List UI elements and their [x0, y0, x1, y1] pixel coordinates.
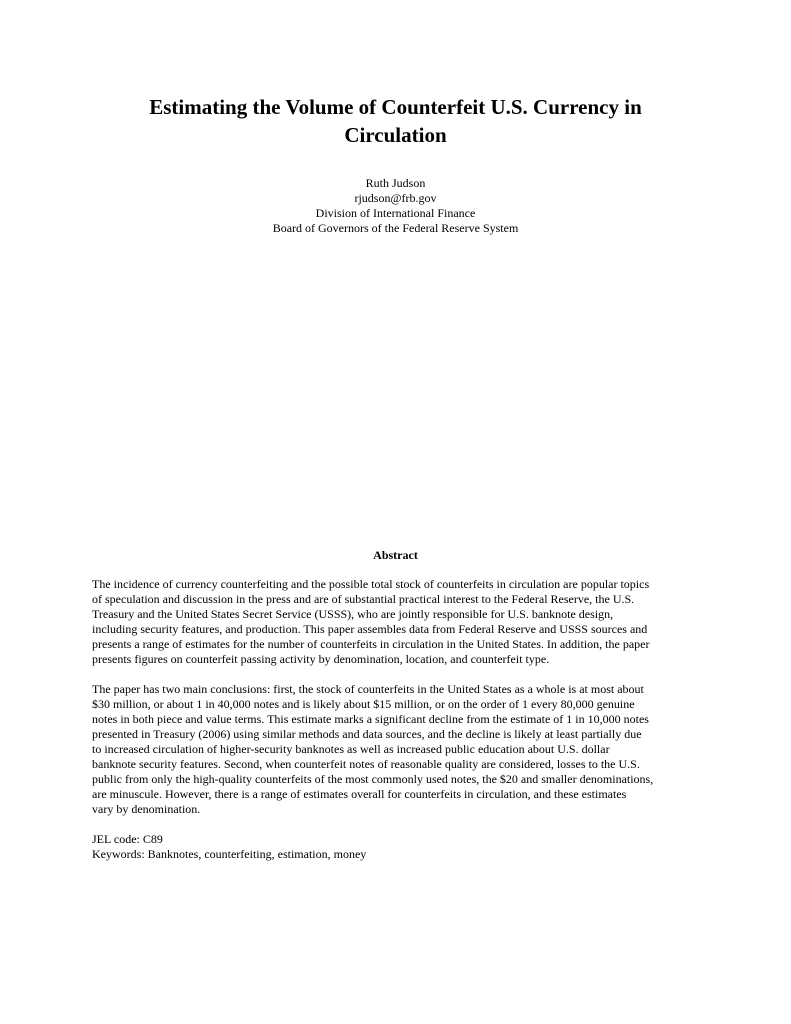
author-name: Ruth Judson	[365, 176, 426, 190]
author-division: Division of International Finance	[315, 206, 476, 220]
abstract-line: presents a range of estimates for the number of counterfeits in circulation in the United States. In addition, the paper	[92, 637, 650, 651]
abstract-heading: Abstract	[373, 548, 418, 562]
abstract-line: to increased circulation of higher-security banknotes as well as increased public education about U.S. dollar	[92, 742, 610, 756]
title-line-1: Estimating the Volume of Counterfeit U.S. Currency in	[149, 95, 642, 119]
abstract-line: including security features, and production. This paper assembles data from Federal Reserve and USSS sources and	[92, 622, 648, 636]
abstract-line: banknote security features. Second, when counterfeit notes of reasonable quality are considered, losses to the U.S.	[92, 757, 640, 771]
paper-title	[92, 93, 699, 149]
abstract-line: The incidence of currency counterfeiting and the possible total stock of counterfeits in circulation are popular topics	[92, 577, 650, 591]
abstract-line: Treasury and the United States Secret Service (USSS), who are jointly responsible for U.S. banknote design,	[92, 607, 614, 621]
abstract-line: $30 million, or about 1 in 40,000 notes and is likely about $15 million, or on the order of 1 every 80,000 genuine	[92, 697, 635, 711]
abstract-body	[92, 577, 699, 877]
jel-code: JEL code: C89	[92, 832, 163, 846]
abstract-paragraph-1	[92, 577, 699, 667]
paper-metadata	[92, 832, 699, 862]
author-block	[92, 176, 699, 236]
abstract-line: notes in both piece and value terms. This estimate marks a significant decline from the estimate of 1 in 10,000 notes	[92, 712, 649, 726]
keywords: Keywords: Banknotes, counterfeiting, estimation, money	[92, 847, 367, 861]
abstract-line: are minuscule. However, there is a range of estimates overall for counterfeits in circulation, and these estimates	[92, 787, 627, 801]
author-institution: Board of Governors of the Federal Reserve System	[272, 221, 519, 235]
abstract-paragraph-2	[92, 682, 699, 817]
abstract-line: The paper has two main conclusions: first, the stock of counterfeits in the United States as a whole is at most about	[92, 682, 644, 696]
title-line-2: Circulation	[344, 123, 447, 147]
abstract-line: presents figures on counterfeit passing activity by denomination, location, and counterfeit type.	[92, 652, 550, 666]
abstract-line: vary by denomination.	[92, 802, 201, 816]
author-email: rjudson@frb.gov	[354, 191, 437, 205]
abstract-line: of speculation and discussion in the press and are of substantial practical interest to the Federal Reserve, the U.S.	[92, 592, 635, 606]
abstract-line: presented in Treasury (2006) using similar methods and data sources, and the decline is likely at least partially due	[92, 727, 642, 741]
abstract-line: public from only the high-quality counterfeits of the most commonly used notes, the $20 and smaller denominations,	[92, 772, 654, 786]
